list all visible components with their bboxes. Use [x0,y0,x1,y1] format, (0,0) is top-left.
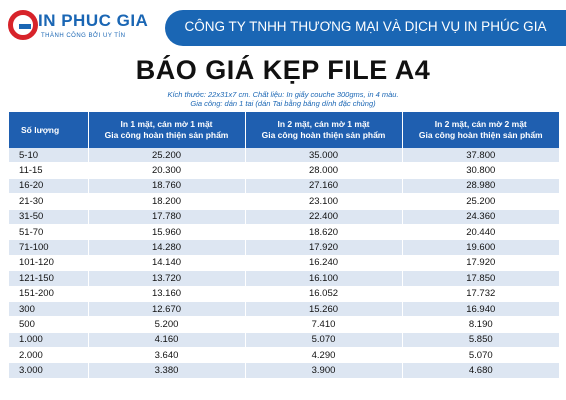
price-cell: 35.000 [245,148,402,163]
page-title: BÁO GIÁ KẸP FILE A4 [135,55,431,85]
price-cell: 5.070 [402,348,559,363]
price-cell: 14.280 [88,240,245,255]
price-cell: 14.140 [88,255,245,270]
price-cell: 22.400 [245,209,402,224]
quantity-cell: 151-200 [9,286,88,301]
quantity-cell: 31-50 [9,209,88,224]
table-body [9,148,559,378]
column-header-line1: Số lượng [21,124,60,135]
price-cell: 30.800 [402,163,559,178]
price-cell: 25.200 [88,148,245,163]
price-cell: 37.800 [402,148,559,163]
price-cell: 18.200 [88,194,245,209]
column-header-line1: In 2 mặt, cán mờ 2 mặt [434,119,527,129]
price-cell: 28.980 [402,178,559,193]
price-cell: 5.070 [245,332,402,347]
price-cell: 27.160 [245,178,402,193]
table-row [9,286,559,301]
table-row [9,301,559,316]
quantity-cell: 3.000 [9,363,88,378]
price-cell: 15.960 [88,224,245,239]
company-logo [8,7,163,47]
price-cell: 18.620 [245,224,402,239]
price-cell: 20.440 [402,224,559,239]
column-header-line2: Gia công hoàn thiện sản phẩm [261,130,386,140]
price-cell: 18.760 [88,178,245,193]
price-cell: 24.360 [402,209,559,224]
price-cell: 23.100 [245,194,402,209]
quantity-cell: 16-20 [9,178,88,193]
price-cell: 17.732 [402,286,559,301]
quantity-cell: 101-120 [9,255,88,270]
quantity-cell: 121-150 [9,271,88,286]
price-cell: 20.300 [88,163,245,178]
table-row [9,317,559,332]
quantity-cell: 21-30 [9,194,88,209]
price-table [9,112,559,379]
table-row [9,178,559,193]
price-cell: 28.000 [245,163,402,178]
table-row [9,209,559,224]
price-cell: 19.600 [402,240,559,255]
quantity-cell: 300 [9,301,88,316]
table-row [9,348,559,363]
price-cell: 15.260 [245,301,402,316]
price-cell: 4.680 [402,363,559,378]
price-cell: 3.900 [245,363,402,378]
logo-name: IN PHUC GIA [38,11,149,30]
price-cell: 16.940 [402,301,559,316]
price-cell: 4.160 [88,332,245,347]
price-cell: 4.290 [245,348,402,363]
price-cell: 17.920 [245,240,402,255]
quantity-cell: 500 [9,317,88,332]
price-cell: 16.100 [245,271,402,286]
price-cell: 17.780 [88,209,245,224]
header [0,0,566,55]
table-header-row [9,112,559,148]
price-cell: 17.920 [402,255,559,270]
quantity-cell: 51-70 [9,224,88,239]
quantity-cell: 71-100 [9,240,88,255]
company-name: CÔNG TY TNHH THƯƠNG MẠI VÀ DỊCH VỤ IN PHÚC GIA [184,19,547,34]
spec-line-size-material: Kích thước: 22x31x7 cm. Chất liệu: In giấy couche 300gms, in 4 màu. [167,90,399,99]
spec-line-finishing: Gia công: dán 1 tai (dán Tai bằng băng dính đặc chủng) [190,99,376,108]
column-header-2side-2matte [402,112,559,148]
price-cell: 16.240 [245,255,402,270]
column-header-line2: Gia công hoàn thiện sản phẩm [418,130,543,140]
quantity-cell: 5-10 [9,148,88,163]
table-row [9,163,559,178]
table-row [9,224,559,239]
table-row [9,148,559,163]
quantity-cell: 1.000 [9,332,88,347]
column-header-line1: In 1 mặt, cán mờ 1 mặt [120,119,213,129]
quantity-cell: 2.000 [9,348,88,363]
table-row [9,240,559,255]
column-header-line1: In 2 mặt, cán mờ 1 mặt [277,119,370,129]
price-cell: 7.410 [245,317,402,332]
column-header-line2: Gia công hoàn thiện sản phẩm [104,130,229,140]
table-row [9,332,559,347]
price-cell: 5.850 [402,332,559,347]
price-cell: 8.190 [402,317,559,332]
price-cell: 12.670 [88,301,245,316]
table-row [9,194,559,209]
table-row [9,363,559,378]
column-header-2side-1matte [245,112,402,148]
column-header-1side-1matte [88,112,245,148]
price-cell: 3.380 [88,363,245,378]
price-cell: 13.160 [88,286,245,301]
table-row [9,255,559,270]
quantity-cell: 11-15 [9,163,88,178]
price-cell: 3.640 [88,348,245,363]
price-cell: 5.200 [88,317,245,332]
table-row [9,271,559,286]
price-cell: 17.850 [402,271,559,286]
logo-slogan: THÀNH CÔNG BỞI UY TÍN [41,33,126,39]
price-cell: 25.200 [402,194,559,209]
price-cell: 16.052 [245,286,402,301]
company-banner [165,10,566,46]
logo-g-icon [8,10,38,40]
price-cell: 13.720 [88,271,245,286]
column-header-quantity [9,112,88,148]
